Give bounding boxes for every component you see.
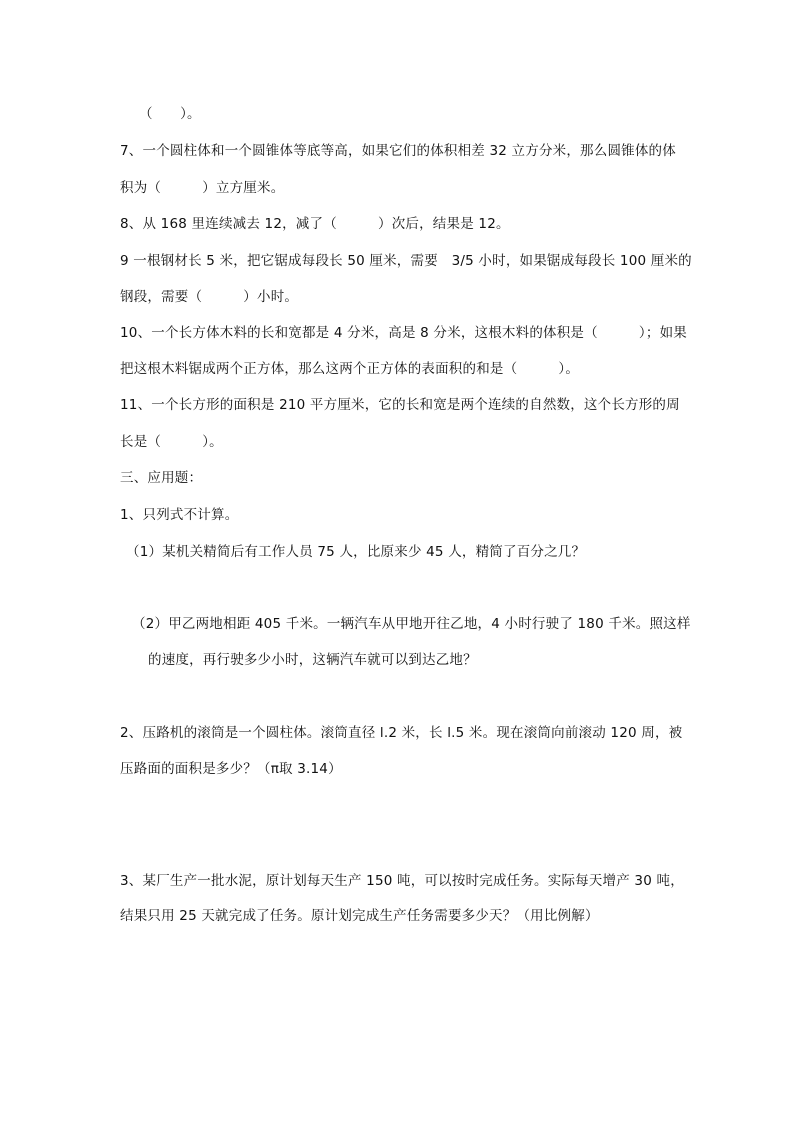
app-q1-heading: 1、只列式不计算。 [120, 507, 239, 523]
q11-line-1: 11、一个长方形的面积是 210 平方厘米，它的长和宽是两个连续的自然数，这个长方形的周 [120, 397, 680, 413]
q10-line-1: 10、一个长方体木料的长和宽都是 4 分米，高是 8 分米，这根木料的体积是（ ）；如果 [120, 325, 687, 341]
app-q3-line-1: 3、某厂生产一批水泥，原计划每天生产 150 吨，可以按时完成任务。实际每天增产 30 吨， [120, 873, 684, 889]
q6-answer-blank: （ ）。 [139, 106, 201, 122]
app-q2-line-2: 压路面的面积是多少？（π取 3.14） [120, 761, 342, 777]
q9-line-2: 钢段，需要（ ）小时。 [120, 289, 299, 305]
app-q1-sub2-line-1: （2）甲乙两地相距 405 千米。一辆汽车从甲地开往乙地，4 小时行驶了 180 千米。照这样 [132, 616, 691, 632]
q9-line-1: 9 一根钢材长 5 米，把它锯成每段长 50 厘米，需要 3/5 小时，如果锯成每段长 100 厘米的 [120, 253, 692, 269]
q11-line-2: 长是（ ）。 [120, 434, 223, 450]
q7-line-1: 7、一个圆柱体和一个圆锥体等底等高，如果它们的体积相差 32 立方分米，那么圆锥体的体 [120, 143, 676, 159]
app-q1-sub1: （1）某机关精简后有工作人员 75 人，比原来少 45 人，精简了百分之几？ [126, 544, 586, 560]
q8-line-1: 8、从 168 里连续减去 12，减了（ ）次后，结果是 12。 [120, 216, 510, 232]
app-q3-line-2: 结果只用 25 天就完成了任务。原计划完成生产任务需要多少天？（用比例解） [120, 908, 599, 924]
section-heading: 三、应用题： [120, 470, 203, 486]
q7-line-2: 积为（ ）立方厘米。 [120, 180, 285, 196]
app-q2-line-1: 2、压路机的滚筒是一个圆柱体。滚筒直径 l.2 米，长 l.5 米。现在滚筒向前滚动 120 周，被 [120, 725, 683, 741]
q10-line-2: 把这根木料锯成两个正方体，那么这两个正方体的表面积的和是（ ）。 [120, 361, 580, 377]
app-q1-sub2-line-2: 的速度，再行驶多少小时，这辆汽车就可以到达乙地？ [148, 652, 477, 668]
